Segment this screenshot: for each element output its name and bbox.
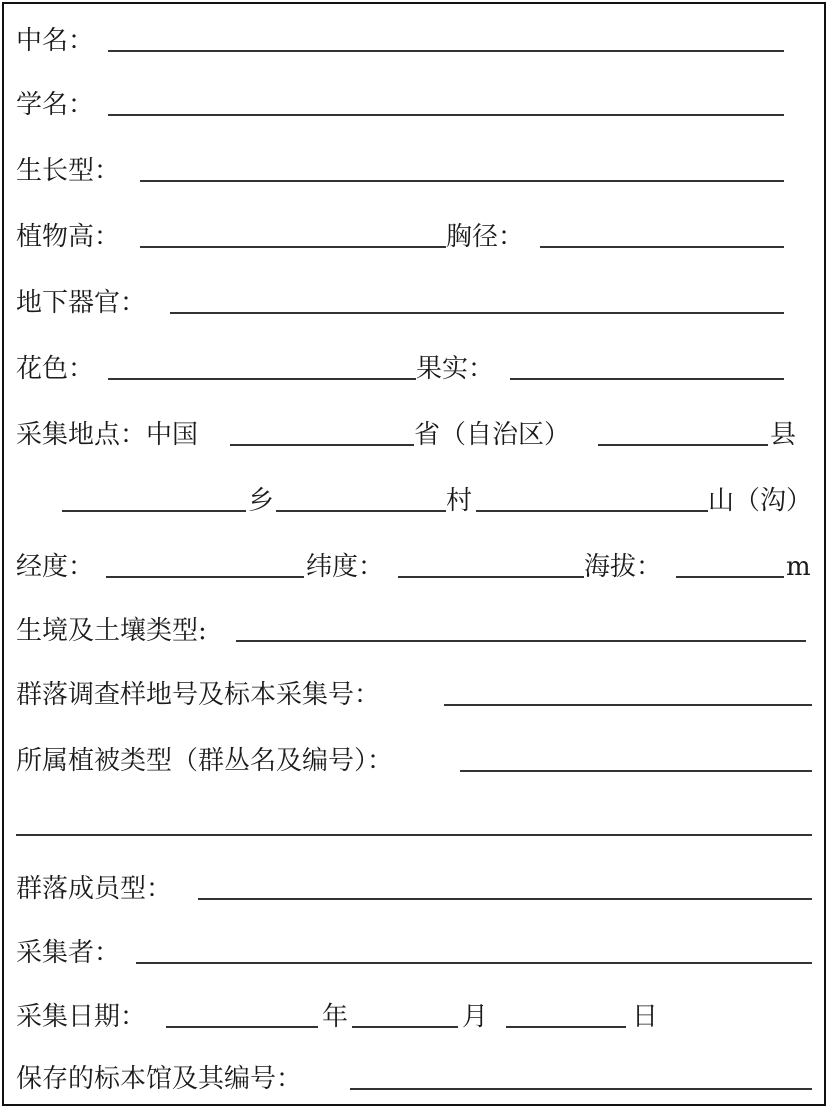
row-locality-2: [0, 482, 832, 522]
day-label: 日: [632, 1002, 659, 1032]
underground-organs-label: 地下器官：: [16, 288, 147, 318]
row-habitat-soil: [0, 612, 832, 652]
row-chinese-name: [0, 22, 832, 62]
vegetation-type-label: 所属植被类型（群丛名及编号）：: [16, 746, 394, 776]
altitude-field[interactable]: [676, 576, 784, 578]
flower-color-field[interactable]: [108, 378, 416, 380]
plot-specimen-label: 群落调查样地号及标本采集号：: [16, 680, 381, 710]
row-plot-specimen: [0, 676, 832, 716]
row-collector: [0, 934, 832, 974]
community-member-label: 群落成员型：: [16, 874, 173, 904]
altitude-unit: m: [786, 552, 811, 582]
dbh-label: 胸径：: [446, 222, 525, 252]
county-label: 县: [770, 420, 797, 450]
province-label: 省（自治区）: [414, 420, 571, 450]
herbarium-field[interactable]: [350, 1088, 812, 1090]
dbh-field[interactable]: [540, 246, 784, 248]
row-underground-organs: [0, 284, 832, 324]
chinese-name-label: 中名：: [16, 26, 95, 56]
township-field[interactable]: [62, 510, 246, 512]
county-field[interactable]: [598, 444, 768, 446]
scientific-name-label: 学名：: [16, 90, 95, 120]
latitude-field[interactable]: [398, 576, 584, 578]
vegetation-type-field[interactable]: [460, 770, 812, 772]
row-community-member: [0, 870, 832, 910]
mountain-label: 山（沟）: [708, 486, 813, 516]
province-field[interactable]: [230, 444, 414, 446]
plant-height-label: 植物高：: [16, 222, 121, 252]
row-vegetation-type: [0, 742, 832, 782]
year-field[interactable]: [166, 1026, 318, 1028]
row-height-dbh: [0, 218, 832, 258]
underground-organs-field[interactable]: [170, 312, 784, 314]
collector-field[interactable]: [136, 962, 812, 964]
mountain-field[interactable]: [476, 510, 708, 512]
township-label: 乡: [248, 486, 275, 516]
longitude-field[interactable]: [106, 576, 304, 578]
flower-color-label: 花色：: [16, 354, 95, 384]
collection-date-label: 采集日期：: [16, 1002, 147, 1032]
row-scientific-name: [0, 86, 832, 126]
row-collection-date: [0, 998, 832, 1038]
plant-height-field[interactable]: [140, 246, 446, 248]
locality-label: 采集地点：中国: [16, 420, 199, 450]
herbarium-label: 保存的标本馆及其编号：: [16, 1064, 303, 1094]
row-coordinates: [0, 548, 832, 588]
plot-specimen-field[interactable]: [444, 704, 812, 706]
row-vegetation-continued: [0, 806, 832, 846]
community-member-field[interactable]: [198, 898, 812, 900]
vegetation-type-field-continued[interactable]: [16, 834, 812, 836]
chinese-name-field[interactable]: [108, 50, 784, 52]
scientific-name-field[interactable]: [108, 114, 784, 116]
collector-label: 采集者：: [16, 938, 121, 968]
month-field[interactable]: [352, 1026, 458, 1028]
habitat-soil-field[interactable]: [236, 640, 806, 642]
month-label: 月: [462, 1002, 489, 1032]
growth-form-label: 生长型：: [16, 156, 121, 186]
row-flower-fruit: [0, 350, 832, 390]
row-growth-form: [0, 152, 832, 192]
row-herbarium: [0, 1060, 832, 1100]
year-label: 年: [322, 1002, 349, 1032]
altitude-label: 海拔：: [584, 552, 663, 582]
fruit-field[interactable]: [510, 378, 784, 380]
village-field[interactable]: [276, 510, 446, 512]
row-locality-1: [0, 416, 832, 456]
day-field[interactable]: [506, 1026, 626, 1028]
habitat-soil-label: 生境及土壤类型:: [16, 616, 207, 646]
longitude-label: 经度：: [16, 552, 95, 582]
village-label: 村: [446, 486, 473, 516]
growth-form-field[interactable]: [140, 180, 784, 182]
fruit-label: 果实：: [416, 354, 495, 384]
latitude-label: 纬度：: [306, 552, 385, 582]
